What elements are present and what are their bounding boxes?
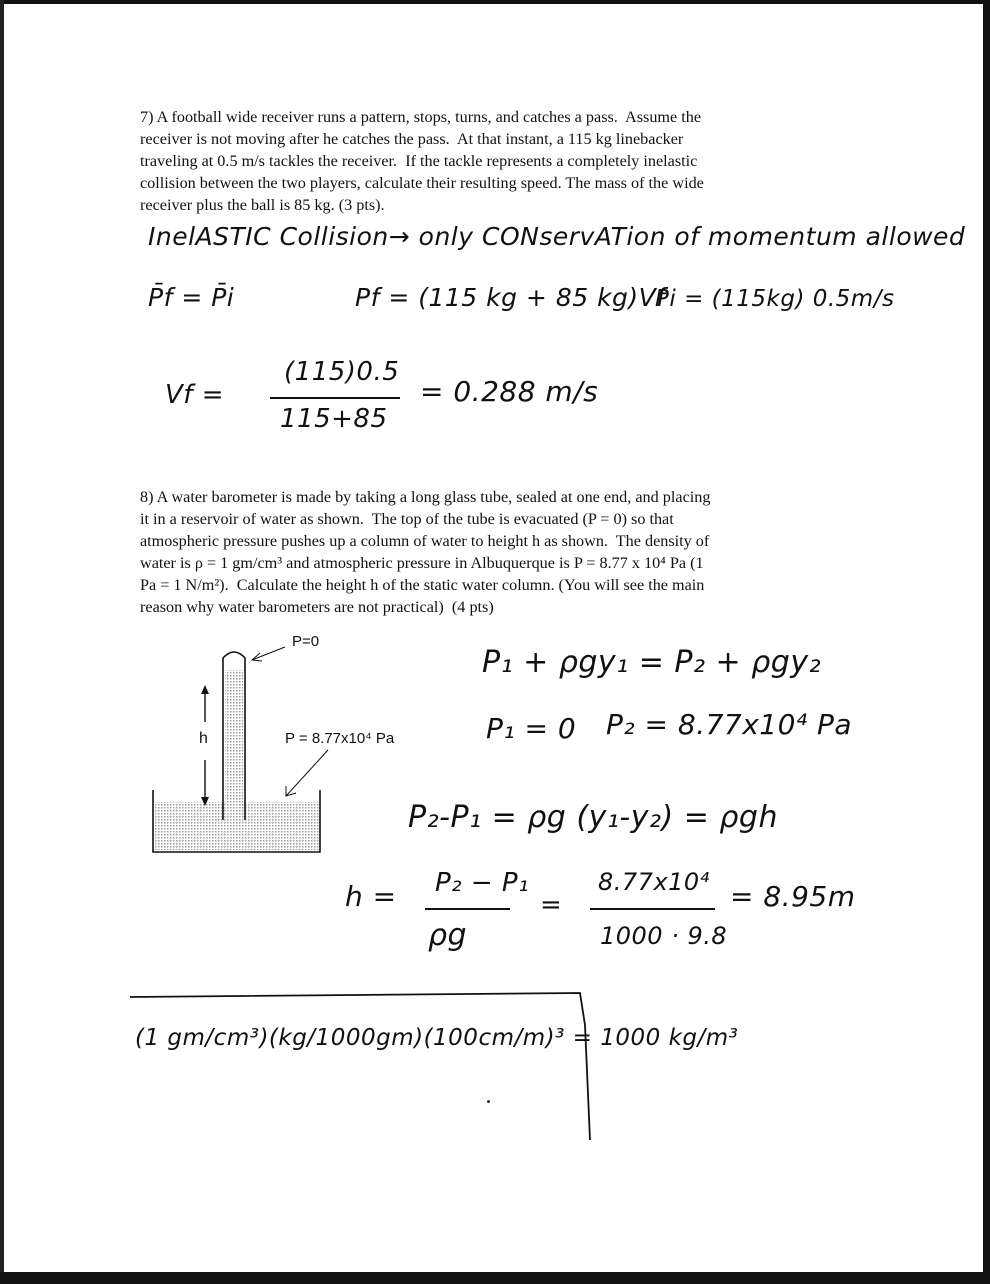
text-line: water is ρ = 1 gm/cm³ and atmospheric pressure in Albuquerque is P = 8.77 x 10⁴ Pa (1: [140, 554, 704, 572]
stray-mark: [487, 1100, 490, 1103]
handwritten-equation: P̄f = P̄i: [148, 283, 235, 312]
p-zero-label: P=0: [292, 633, 320, 650]
handwritten-equation: Pi = (115kg) 0.5m/s: [655, 286, 895, 312]
handwritten-equation: P₁ = 0: [486, 712, 577, 745]
scan-border-right: [983, 0, 990, 1284]
scan-border-top: [0, 0, 990, 4]
handwritten-result: = 0.288 m/s: [420, 375, 599, 408]
handwritten-unit-conversion: (1 gm/cm³)(kg/1000gm)(100cm/m)³ = 1000 kg/m³: [135, 1025, 739, 1051]
handwritten-equation: Vf =: [165, 380, 224, 410]
text-line: 8) A water barometer is made by taking a long glass tube, sealed at one end, and placing: [140, 488, 711, 506]
scan-border-bottom: [0, 1272, 990, 1284]
handwritten-denominator: 1000 · 9.8: [600, 922, 728, 950]
handwritten-numerator: P₂ − P₁: [435, 868, 530, 898]
handwritten-numerator: (115)0.5: [284, 357, 400, 387]
p-atm-label: P = 8.77x10⁴ Pa: [285, 730, 395, 747]
fraction-bar: [270, 397, 400, 399]
handwritten-equation: P₂-P₁ = ρg (y₁-y₂) = ρgh: [408, 800, 778, 835]
handwritten-denominator: ρg: [428, 918, 468, 953]
handwritten-numerator: 8.77x10⁴: [598, 868, 710, 896]
handwritten-denominator: 115+85: [280, 404, 388, 434]
conversion-box-outline: [120, 985, 600, 1145]
tube-water: [225, 670, 243, 820]
p-zero-arrow: [252, 647, 285, 660]
text-line: receiver is not moving after he catches the pass. At that instant, a 115 kg linebacker: [140, 130, 684, 148]
handwritten-equation: h =: [345, 880, 397, 913]
handwritten-result: = 8.95m: [730, 880, 856, 913]
text-line: Pa = 1 N/m²). Calculate the height h of the static water column. (You will see the main: [140, 576, 705, 594]
handwritten-equation: P₁ + ρgy₁ = P₂ + ρgy₂: [482, 645, 822, 680]
text-line: 7) A football wide receiver runs a pattern, stops, turns, and catches a pass. Assume the: [140, 108, 702, 126]
text-line: traveling at 0.5 m/s tackles the receiver. If the tackle represents a completely inelastic: [140, 152, 698, 170]
handwritten-equation: Pf = (115 kg + 85 kg)Vf: [355, 283, 666, 312]
p-atm-arrow: [286, 750, 328, 796]
text-line: atmospheric pressure pushes up a column of water to height h as shown. The density of: [140, 532, 710, 550]
handwritten-equation: P₂ = 8.77x10⁴ Pa: [606, 708, 853, 741]
text-line: reason why water barometers are not practical) (4 pts): [140, 598, 494, 616]
text-line: it in a reservoir of water as shown. The top of the tube is evacuated (P = 0) so that: [140, 510, 674, 528]
h-label: h: [199, 730, 208, 747]
text-line: receiver plus the ball is 85 kg. (3 pts).: [140, 196, 385, 214]
handwritten-equals: =: [540, 890, 563, 920]
handwritten-note: InelASTIC Collision→ only CONservATion of momentum allowed: [148, 222, 966, 251]
fraction-bar: [425, 908, 510, 910]
text-line: collision between the two players, calculate their resulting speed. The mass of the wide: [140, 174, 704, 192]
scan-border-left: [0, 0, 4, 1284]
fraction-bar: [590, 908, 715, 910]
